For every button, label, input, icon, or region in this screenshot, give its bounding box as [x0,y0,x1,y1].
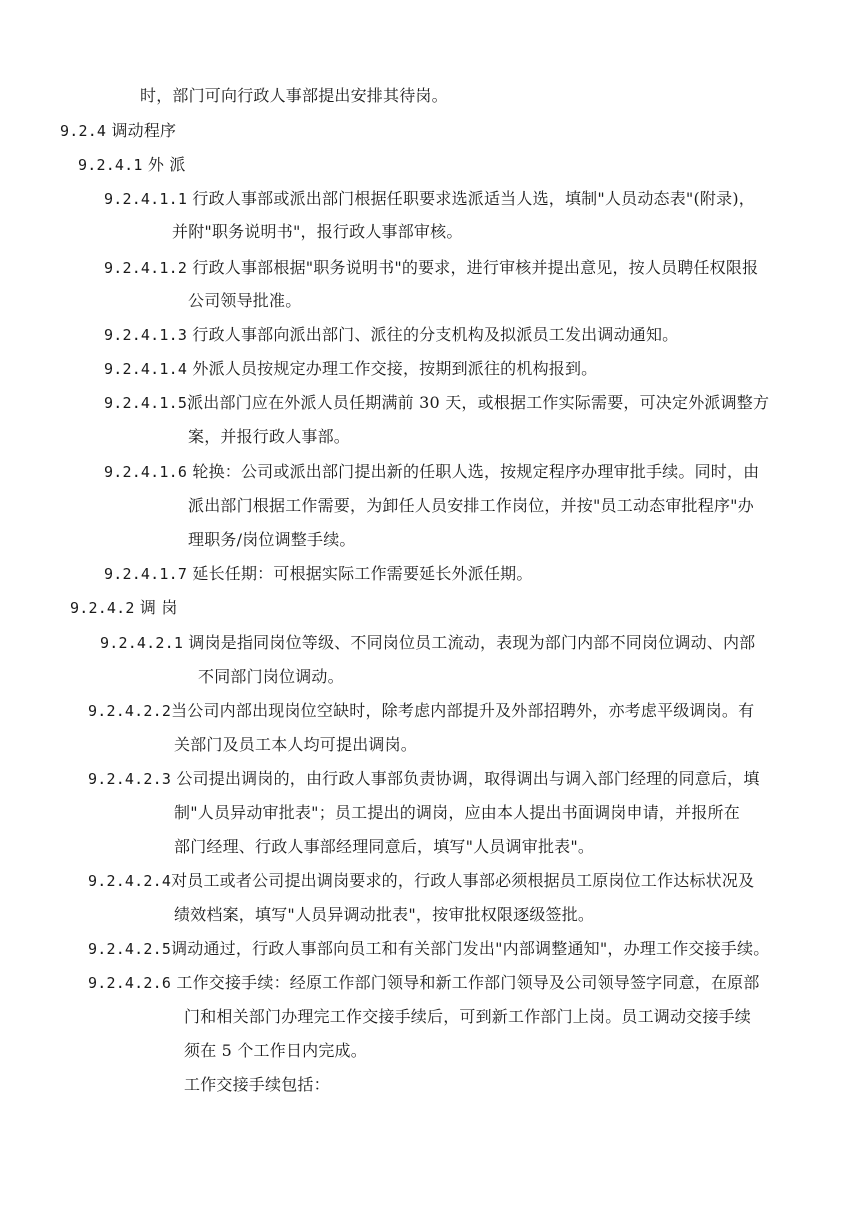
text-line: 理职务/岗位调整手续。 [188,530,356,549]
section-heading: 9.2.4 调动程序 [60,121,177,140]
clause-line: 9.2.4.1.1 行政人事部或派出部门根据任职要求选派适当人选，填制"人员动态表"(附录)， [104,189,755,208]
clause-line: 9.2.4.2.3 公司提出调岗的，由行政人事部负责协调，取得调出与调入部门经理的同意后，填 [88,769,760,788]
text-line: 公司领导批准。 [188,291,302,310]
text-line: 不同部门岗位调动。 [198,667,344,686]
text-line: 派出部门根据工作需要，为卸任人员安排工作岗位，并按"员工动态审批程序"办 [188,496,754,515]
clause-line: 9.2.4.2.6 工作交接手续：经原工作部门领导和新工作部门领导及公司领导签字同意，在原部 [88,973,760,992]
text-line: 关部门及员工本人均可提出调岗。 [174,735,418,754]
clause-line: 9.2.4.1.2 行政人事部根据"职务说明书"的要求，进行审核并提出意见，按人员聘任权限报 [104,258,759,277]
clause-line: 9.2.4.2.4对员工或者公司提出调岗要求的，行政人事部必须根据员工原岗位工作达标状况及 [88,871,755,890]
text-line: 时，部门可向行政人事部提出安排其待岗。 [140,86,448,105]
clause-line: 9.2.4.1.5派出部门应在外派人员任期满前 30 天，或根据工作实际需要，可决定外派调整方 [104,393,770,412]
text-line: 门和相关部门办理完工作交接手续后，可到新工作部门上岗。员工调动交接手续 [184,1007,752,1026]
text-line: 工作交接手续包括： [184,1075,330,1094]
text-line: 绩效档案，填写"人员异调动批表"，按审批权限逐级签批。 [174,905,595,924]
clause-line: 9.2.4.1.3 行政人事部向派出部门、派往的分支机构及拟派员工发出调动通知。 [104,325,679,344]
subsection-heading: 9.2.4.1 外 派 [78,155,186,174]
text-line: 案，并报行政人事部。 [188,427,351,446]
clause-line: 9.2.4.1.4 外派人员按规定办理工作交接，按期到派往的机构报到。 [104,359,598,378]
text-line: 部门经理、行政人事部经理同意后，填写"人员调审批表"。 [174,837,595,856]
text-line: 并附"职务说明书"，报行政人事部审核。 [172,222,463,241]
clause-line: 9.2.4.1.6 轮换：公司或派出部门提出新的任职人选，按规定程序办理审批手续。同时，由 [104,462,760,481]
text-line: 制"人员异动审批表"；员工提出的调岗，应由本人提出书面调岗申请，并报所在 [174,803,740,822]
clause-line: 9.2.4.2.1 调岗是指同岗位等级、不同岗位员工流动，表现为部门内部不同岗位调动、内部 [100,633,756,652]
text-line: 须在 5 个工作日内完成。 [184,1041,367,1060]
clause-line: 9.2.4.2.5调动通过，行政人事部向员工和有关部门发出"内部调整通知"，办理工作交接手续。 [88,939,770,958]
clause-line: 9.2.4.1.7 延长任期：可根据实际工作需要延长外派任期。 [104,564,533,583]
clause-line: 9.2.4.2.2当公司内部出现岗位空缺时，除考虑内部提升及外部招聘外，亦考虑平级调岗。有 [88,701,755,720]
subsection-heading: 9.2.4.2 调 岗 [70,598,178,617]
